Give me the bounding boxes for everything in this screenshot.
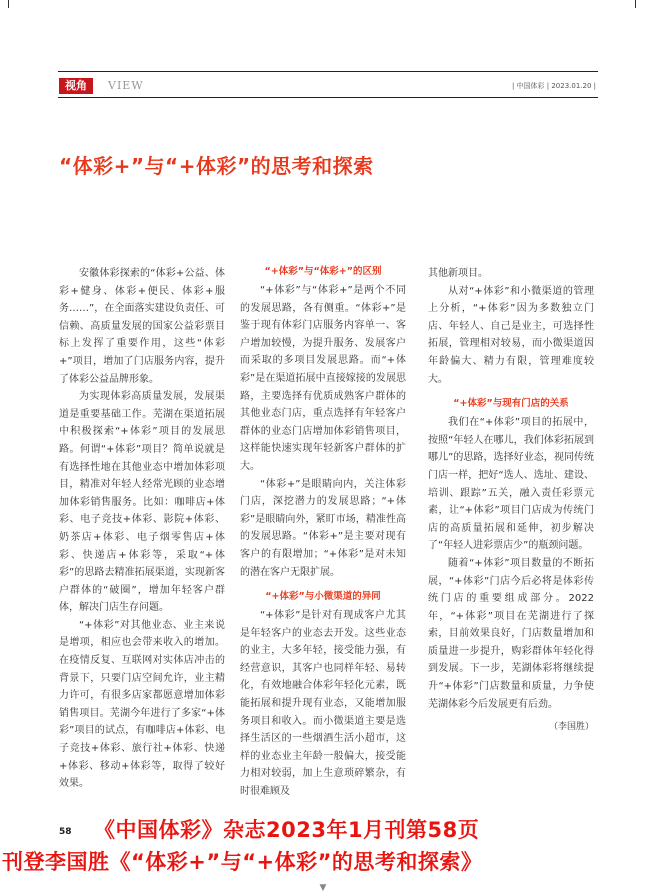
author-byline: （李国胜） [548, 722, 594, 733]
paragraph: 为实现体彩高质量发展，发展渠道是重要基础工作。芜湖在渠道拓展中积极探索“+体彩”项目的发展思路。何谓“+体彩”项目？简单说就是有选择性地在其他业态中增加体彩项目，精准对年轻人经常光顾的业态增加体彩销售服务。比如：咖啡店+体彩、电子竞技+体彩、影院+体彩、奶茶店+体彩、电子烟零售店+体彩、快递店+体彩等，采取“+体彩”的思路去精准拓展渠道，实现新客户群体的“破圈”，增加年轻客户群体，解决门店生存问题。 [59, 391, 225, 614]
page-number: 58 [59, 827, 72, 837]
paragraph: “+体彩”是针对有现成客户尤其是年轻客户的业态去开发。这些业态的业主，大多年轻，接受能力强，有经营意识，其客户也同样年轻、易转化，有效地融合体彩年轻化元素，既能拓展和提升现有业态，又能增加服务项目和收入。而小微渠道主要是选择生活区的一些烟酒生活小超市，这样的业态业主年龄一般偏大，接受能力相对较弱，加上生意琐碎繁杂，有时很难顾及 [240, 610, 406, 798]
page-top-edge [0, 0, 648, 8]
paragraph: “+体彩”与“体彩+”是两个不同的发展思路，各有侧重。“体彩+”是鉴于现有体彩门店服务内容单一、客户增加较慢，为提升服务、发展客户而采取的多项目发展思路。而“+体彩”是在渠道拓展中直接嫁接的发展思路，主要选择有优质成熟客户群体的其他业态门店，重点选择有年轻客户群体的业态门店增加体彩销售项目，这样能快速实现年轻新客户群体的扩大。 [240, 285, 406, 472]
paragraph: 随着“+体彩”项目数量的不断拓展，“+体彩”门店今后必将是体彩传统门店的重要组成部分。2022年，“+体彩”项目在芜湖进行了探索，目前效果良好，门店数量增加和质量进一步提升，购彩群体年轻化得到发展。下一步，芜湖体彩将继续提升“+体彩”门店数量和质量，力争使芜湖体彩今后发展更有后劲。 [428, 557, 594, 710]
section-view-label: VIEW [108, 79, 144, 92]
section-tag: 视角 [59, 78, 93, 94]
paragraph: 从对“+体彩”和小微渠道的管理上分析，“+体彩”因为多数独立门店、年轻人、自己是业主，可选择性拓展，管理相对较易，而小微渠道因年龄偏大、精力有限，管理难度较大。 [428, 285, 594, 385]
paragraph: 我们在“+体彩”项目的拓展中，按照“年轻人在哪儿，我们体彩拓展到哪儿”的思路，选择好业态，视同传统门店一样，把好“选人、选址、建设、培训、跟踪”五关，融入责任彩票元素，让“+体彩”项目门店成为传统门店的高质量拓展和延伸，初步解决了“年轻人进彩票店少”的瓶颈问题。 [428, 417, 594, 552]
article-column-3 [428, 265, 594, 737]
section-heading: “+体彩”与现有门店的关系 [453, 398, 569, 410]
section-heading: “+体彩”与“体彩+”的区别 [264, 266, 382, 277]
paragraph: 其他新项目。 [428, 268, 488, 279]
article-title: “体彩+”与“+体彩”的思考和探索 [59, 154, 374, 178]
header-rule-top [58, 71, 598, 72]
article-column-1 [59, 265, 225, 793]
paragraph: 安徽体彩探索的“体彩+公益、体彩+健身、体彩+便民、体彩+服务……”，在全面落实建设负责任、可信赖、高质量发展的国家公益彩票目标上发挥了重要作用，这些“体彩+”项目，增加了门店服务内容，提升了体彩公益品牌形象。 [59, 268, 225, 385]
issue-meta: | 中国体彩 | 2023.01.20 | [511, 82, 596, 90]
paragraph: “+体彩”对其他业态、业主来说是增项，相应也会带来收入的增加。在疫情反复、互联网对实体店冲击的背景下，只要门店空间允许，业主精力许可，有很多店家都愿意增加体彩销售项目。芜湖今年进行了多家“+体彩”项目的试点，有咖啡店+体彩、电子竞技+体彩、旅行社+体彩、快递+体彩、移动+体彩等，取得了较好效果。 [59, 619, 225, 790]
article-column-2 [240, 265, 406, 801]
caption-line-2: 刊登李国胜《“体彩+”与“+体彩”的思考和探索》 [2, 850, 483, 874]
caption-line-1: 《中国体彩》杂志2023年1月刊第58页 [94, 818, 480, 842]
chevron-down-icon[interactable]: ▼ [319, 883, 327, 893]
header-rule-bottom [58, 97, 598, 98]
paragraph: “体彩+”是眼睛向内，关注体彩门店，深挖潜力的发展思路；“+体彩”是眼睛向外，紧盯市场，精准性高的发展思路。“体彩+”是主要对现有客户的有限增加；“+体彩”是对未知的潜在客户无限扩展。 [240, 478, 406, 578]
section-heading: “+体彩”与小微渠道的异同 [265, 591, 381, 603]
